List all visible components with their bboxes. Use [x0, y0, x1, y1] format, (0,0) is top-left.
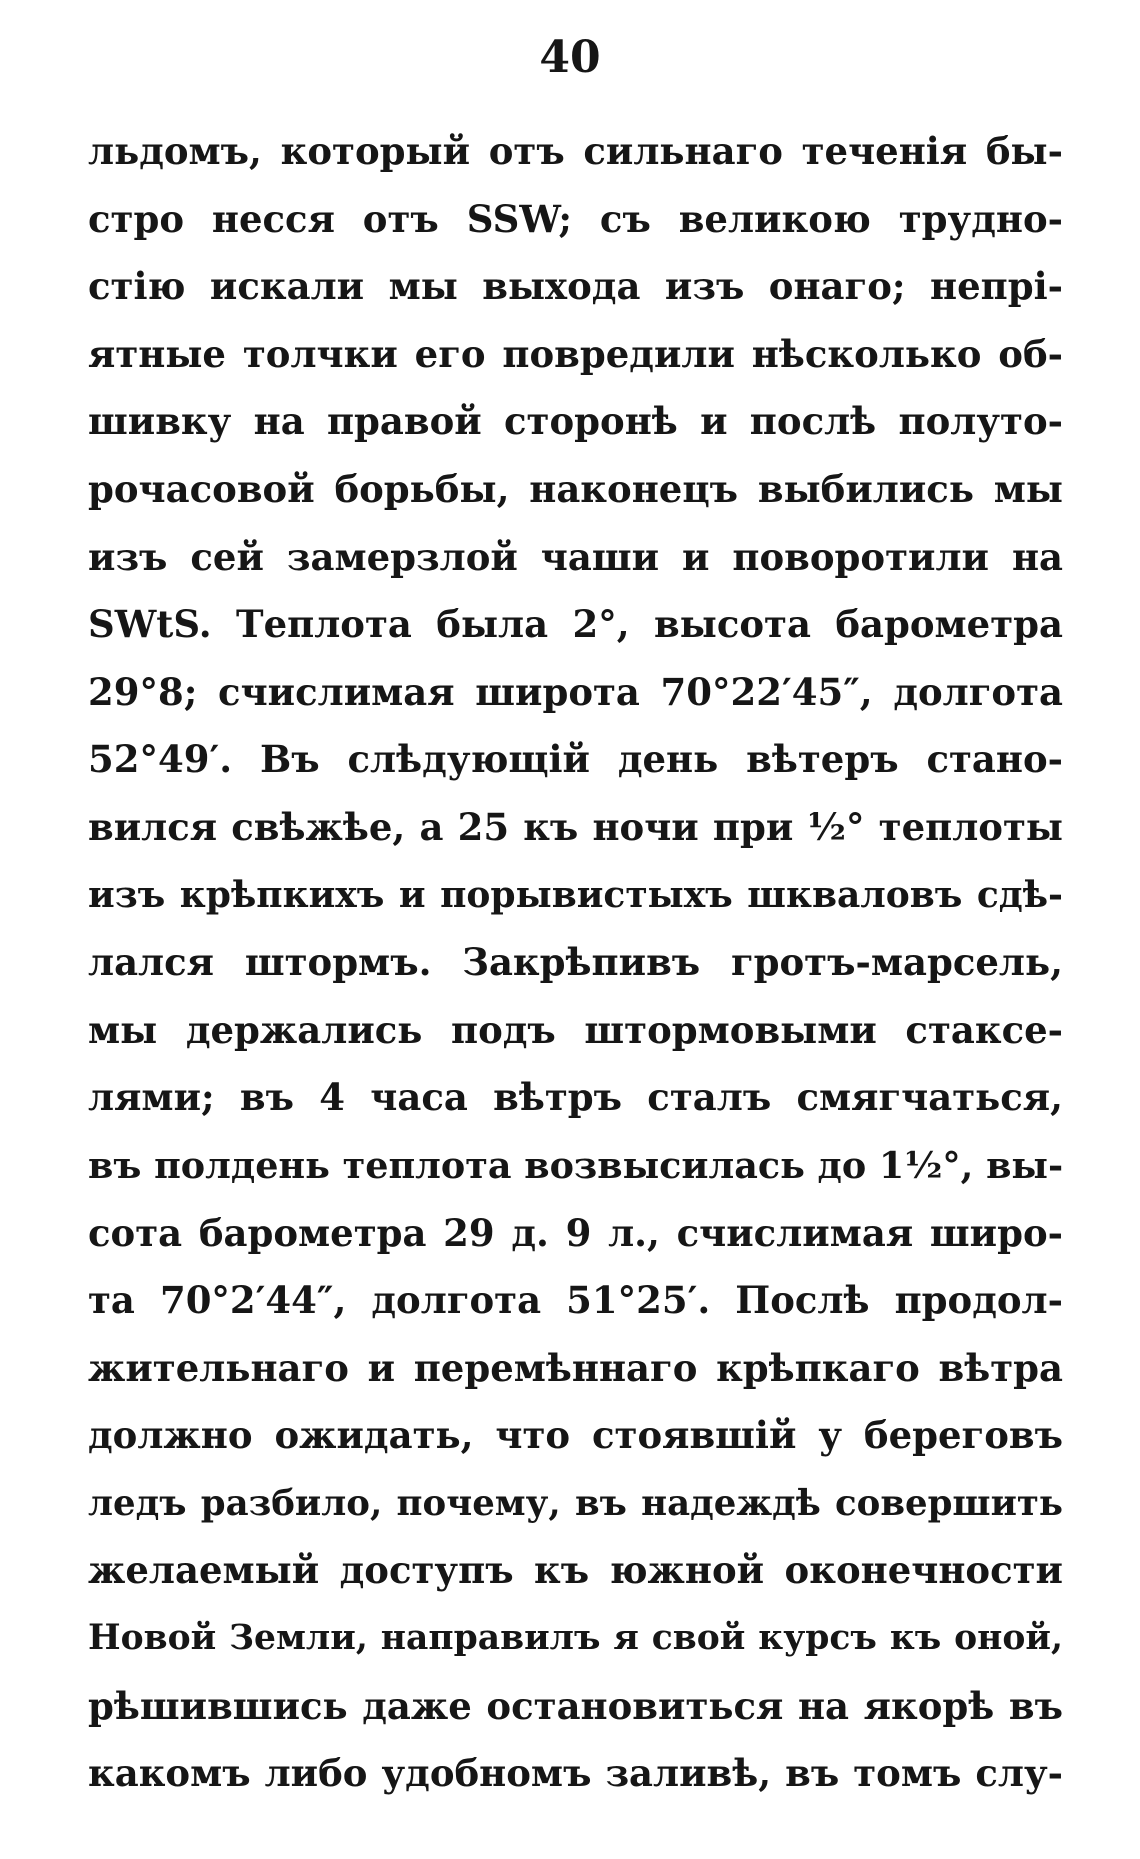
- text-line: ледъ разбило, почему, въ надеждѣ совершить: [88, 1482, 1063, 1524]
- text-line: жительнаго и перемѣннаго крѣпкаго вѣтра: [88, 1345, 1063, 1390]
- text-line: изъ крѣпкихъ и порывистыхъ шкваловъ сдѣ-: [88, 873, 1063, 916]
- text-line: лался штормъ. Закрѣпивъ гротъ-марсель,: [88, 940, 1063, 985]
- text-line: та 70°2′44″, долгота 51°25′. Послѣ продол-: [88, 1278, 1063, 1323]
- text-line: льдомъ, который отъ сильнаго теченія бы-: [88, 129, 1063, 173]
- text-line: лями; въ 4 часа вѣтръ сталъ смягчаться,: [88, 1075, 1063, 1120]
- body-text: [88, 118, 1063, 1808]
- page-number: 40: [539, 32, 601, 83]
- text-line: вился свѣжѣе, а 25 къ ночи при ½° теплоты: [88, 804, 1063, 849]
- text-line: въ полдень теплота возвысилась до 1½°, вы-: [88, 1143, 1063, 1187]
- text-line: рѣшившись даже остановиться на якорѣ въ: [88, 1683, 1063, 1728]
- text-line: изъ сей замерзлой чаши и поворотили на: [88, 534, 1063, 579]
- text-line: шивку на правой сторонѣ и послѣ полуто-: [88, 399, 1063, 444]
- text-line: 29°8; счислимая широта 70°22′45″, долгота: [88, 669, 1063, 714]
- text-line: SWtS. Теплота была 2°, высота барометра: [88, 602, 1063, 647]
- text-line: ятные толчки его повредили нѣсколько об-: [88, 331, 1063, 376]
- text-line: Новой Земли, направилъ я свой курсъ къ оной,: [88, 1618, 1063, 1659]
- text-line: какомъ либо удобномъ заливѣ, въ томъ слу-: [88, 1751, 1063, 1796]
- text-line: мы держались подъ штормовыми стаксе-: [88, 1007, 1063, 1052]
- text-line: 52°49′. Въ слѣдующій день вѣтеръ стано-: [88, 737, 1063, 782]
- text-line: должно ожидать, что стоявшій у береговъ: [88, 1413, 1063, 1458]
- text-line: стро несся отъ SSW; съ великою трудно-: [88, 196, 1063, 241]
- text-line: рочасовой борьбы, наконецъ выбились мы: [88, 466, 1063, 511]
- text-line: стію искали мы выхода изъ онаго; непрі-: [88, 264, 1063, 309]
- text-line: желаемый доступъ къ южной оконечности: [88, 1548, 1063, 1593]
- text-line: сота барометра 29 д. 9 л., счислимая широ-: [88, 1210, 1063, 1255]
